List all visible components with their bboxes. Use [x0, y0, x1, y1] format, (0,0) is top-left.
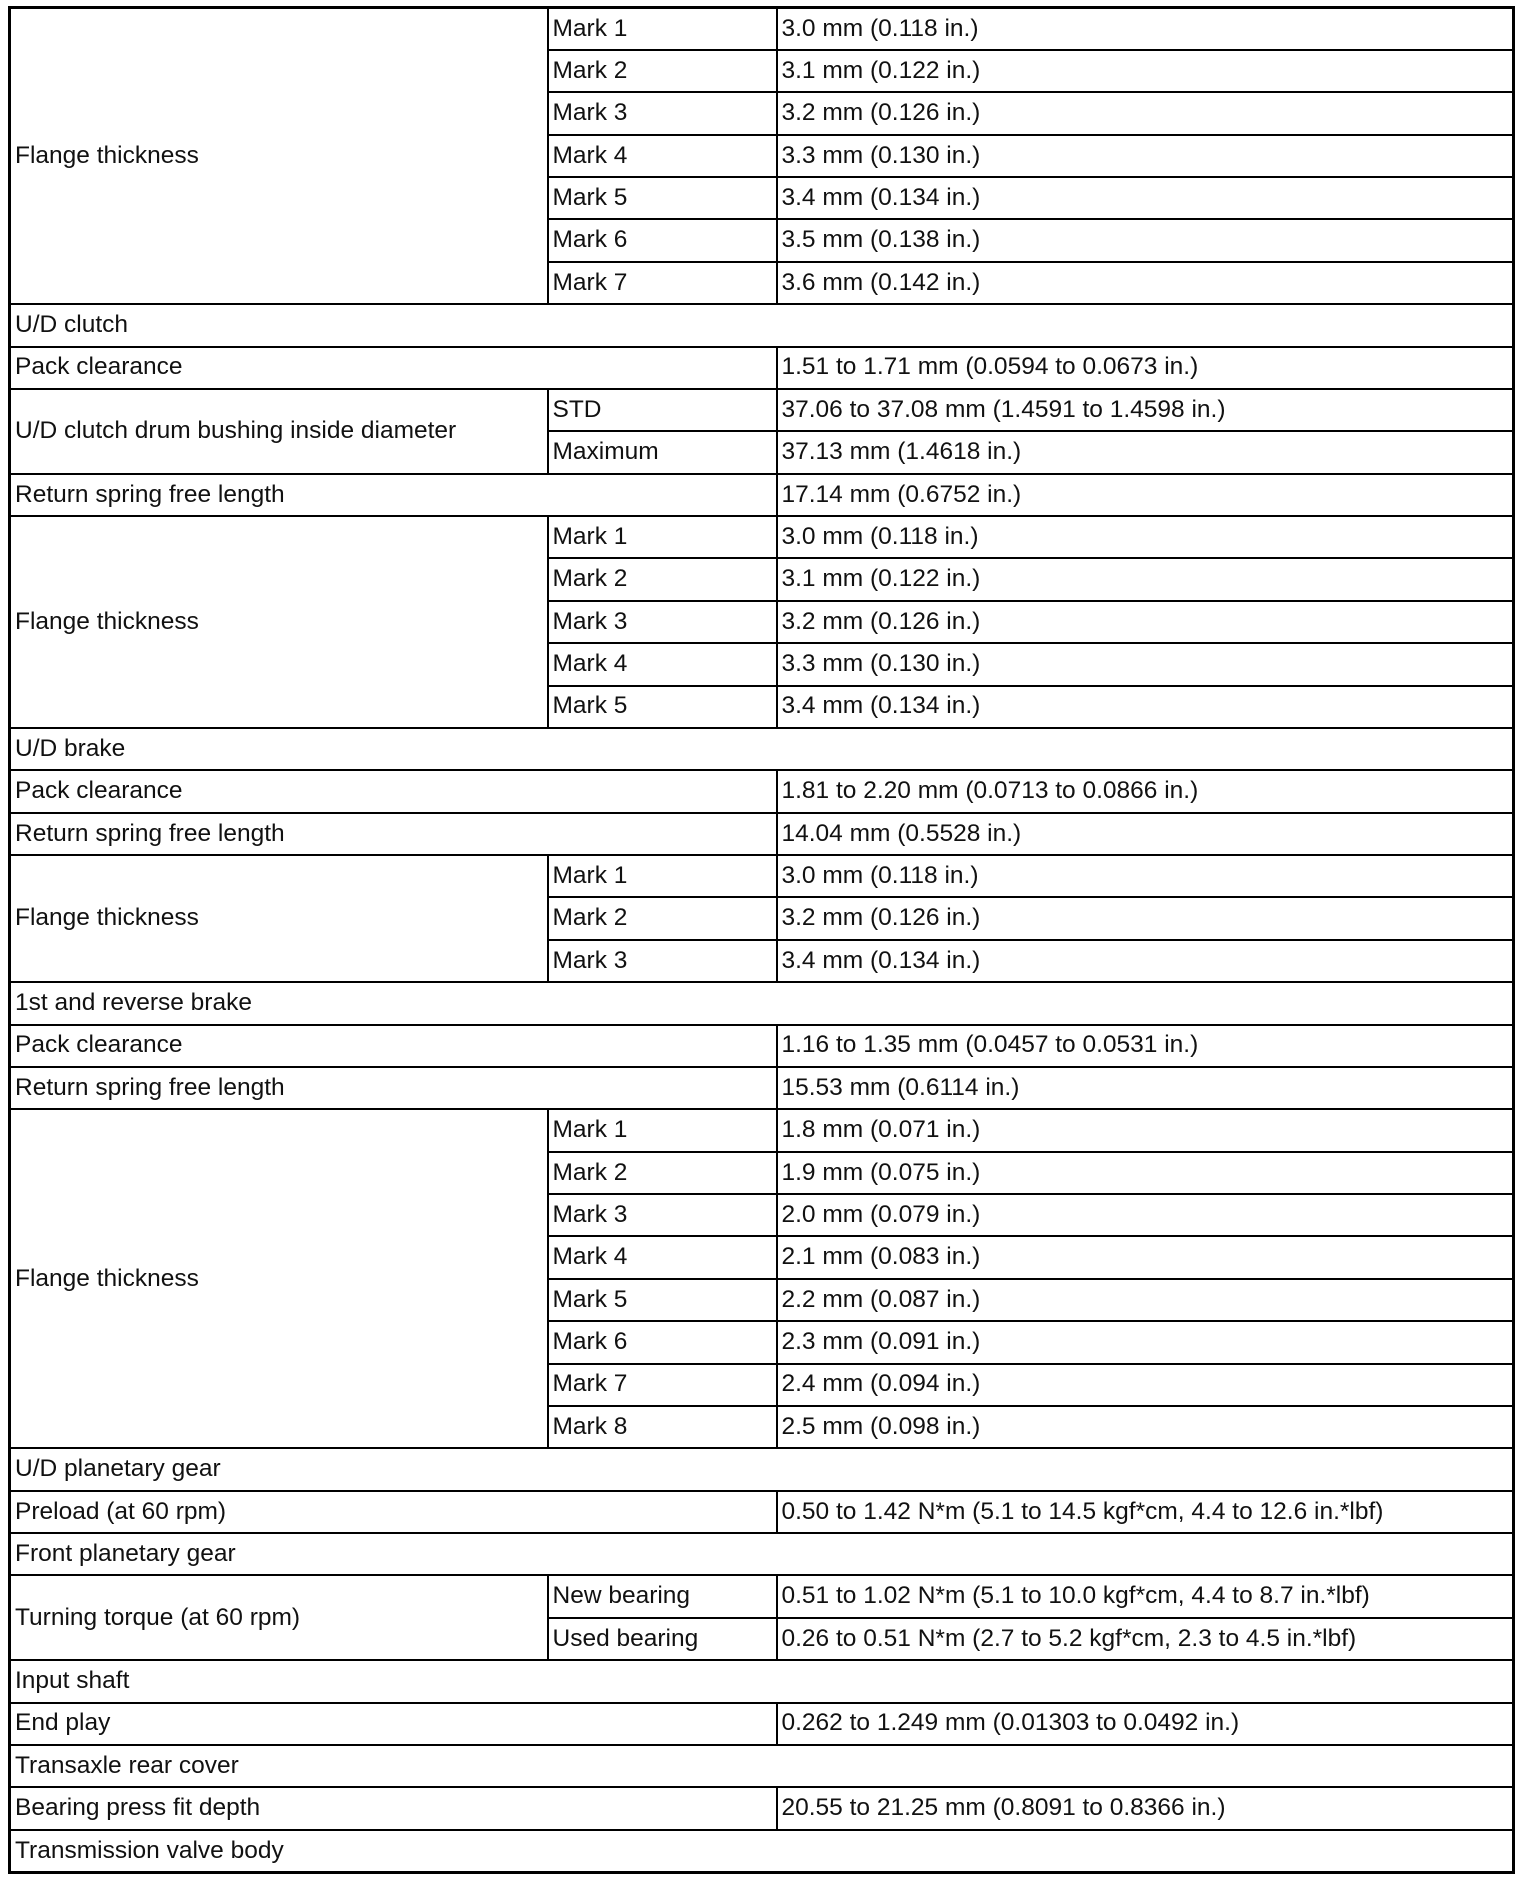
- spec-sublabel: Mark 1: [548, 8, 777, 50]
- section-header-row: [10, 1660, 1514, 1702]
- spec-value: 3.2 mm (0.126 in.): [777, 897, 1514, 939]
- spec-value: 3.3 mm (0.130 in.): [777, 643, 1514, 685]
- spec-sublabel: Mark 5: [548, 177, 777, 219]
- table-row: [10, 1787, 1514, 1829]
- spec-value: 20.55 to 21.25 mm (0.8091 to 0.8366 in.): [777, 1787, 1514, 1829]
- section-title: Front planetary gear: [10, 1533, 1514, 1575]
- spec-label: Preload (at 60 rpm): [10, 1491, 777, 1533]
- spec-value: 3.0 mm (0.118 in.): [777, 516, 1514, 558]
- table-row: [10, 1109, 1514, 1151]
- spec-table: [8, 6, 1515, 1874]
- spec-sublabel: Mark 7: [548, 262, 777, 304]
- table-row: [10, 389, 1514, 431]
- spec-label: Pack clearance: [10, 347, 777, 389]
- table-row: [10, 770, 1514, 812]
- table-row: [10, 1491, 1514, 1533]
- section-header-row: [10, 304, 1514, 346]
- spec-sublabel: New bearing: [548, 1575, 777, 1617]
- spec-value: 15.53 mm (0.6114 in.): [777, 1067, 1514, 1109]
- spec-sublabel: Mark 8: [548, 1406, 777, 1448]
- spec-label: Flange thickness: [10, 855, 548, 982]
- spec-label: Bearing press fit depth: [10, 1787, 777, 1829]
- spec-value: 3.0 mm (0.118 in.): [777, 8, 1514, 50]
- table-row: [10, 347, 1514, 389]
- spec-sublabel: Mark 3: [548, 92, 777, 134]
- spec-value: 0.262 to 1.249 mm (0.01303 to 0.0492 in.): [777, 1703, 1514, 1745]
- spec-label: Flange thickness: [10, 1109, 548, 1448]
- table-row: [10, 1575, 1514, 1617]
- spec-sublabel: Mark 3: [548, 1194, 777, 1236]
- spec-sublabel: Mark 4: [548, 1236, 777, 1278]
- spec-value: 3.2 mm (0.126 in.): [777, 92, 1514, 134]
- table-row: [10, 855, 1514, 897]
- spec-sublabel: Mark 4: [548, 643, 777, 685]
- spec-value: 3.1 mm (0.122 in.): [777, 50, 1514, 92]
- spec-label: U/D clutch drum bushing inside diameter: [10, 389, 548, 474]
- spec-value: 2.2 mm (0.087 in.): [777, 1279, 1514, 1321]
- spec-sublabel: Mark 5: [548, 1279, 777, 1321]
- spec-sublabel: Mark 4: [548, 135, 777, 177]
- spec-value: 0.26 to 0.51 N*m (2.7 to 5.2 kgf*cm, 2.3 to 4.5 in.*lbf): [777, 1618, 1514, 1660]
- spec-value: 1.51 to 1.71 mm (0.0594 to 0.0673 in.): [777, 347, 1514, 389]
- table-row: [10, 474, 1514, 516]
- section-title: Input shaft: [10, 1660, 1514, 1702]
- spec-label: Pack clearance: [10, 1025, 777, 1067]
- spec-sublabel: Mark 2: [548, 1152, 777, 1194]
- spec-value: 2.5 mm (0.098 in.): [777, 1406, 1514, 1448]
- spec-value: 14.04 mm (0.5528 in.): [777, 813, 1514, 855]
- spec-value: 37.13 mm (1.4618 in.): [777, 431, 1514, 473]
- section-title: U/D clutch: [10, 304, 1514, 346]
- spec-label: Flange thickness: [10, 516, 548, 728]
- spec-label: Return spring free length: [10, 474, 777, 516]
- spec-value: 3.6 mm (0.142 in.): [777, 262, 1514, 304]
- section-title: Transmission valve body: [10, 1830, 1514, 1873]
- spec-sublabel: Mark 5: [548, 686, 777, 728]
- spec-sublabel: Mark 2: [548, 897, 777, 939]
- table-row: [10, 1067, 1514, 1109]
- spec-value: 1.81 to 2.20 mm (0.0713 to 0.0866 in.): [777, 770, 1514, 812]
- spec-value: 1.9 mm (0.075 in.): [777, 1152, 1514, 1194]
- spec-value: 3.0 mm (0.118 in.): [777, 855, 1514, 897]
- spec-value: 1.8 mm (0.071 in.): [777, 1109, 1514, 1151]
- spec-value: 37.06 to 37.08 mm (1.4591 to 1.4598 in.): [777, 389, 1514, 431]
- table-row: [10, 813, 1514, 855]
- spec-label: End play: [10, 1703, 777, 1745]
- spec-label: Pack clearance: [10, 770, 777, 812]
- spec-value: 0.50 to 1.42 N*m (5.1 to 14.5 kgf*cm, 4.4 to 12.6 in.*lbf): [777, 1491, 1514, 1533]
- spec-value: 3.4 mm (0.134 in.): [777, 940, 1514, 982]
- spec-sublabel: Mark 6: [548, 219, 777, 261]
- section-header-row: [10, 1533, 1514, 1575]
- section-title: Transaxle rear cover: [10, 1745, 1514, 1787]
- section-header-row: [10, 982, 1514, 1024]
- spec-sublabel: Mark 2: [548, 50, 777, 92]
- spec-sublabel: Mark 3: [548, 940, 777, 982]
- spec-value: 3.5 mm (0.138 in.): [777, 219, 1514, 261]
- spec-value: 3.2 mm (0.126 in.): [777, 601, 1514, 643]
- table-row: [10, 8, 1514, 50]
- section-header-row: [10, 1830, 1514, 1873]
- spec-value: 2.3 mm (0.091 in.): [777, 1321, 1514, 1363]
- section-title: U/D brake: [10, 728, 1514, 770]
- spec-sublabel: Mark 3: [548, 601, 777, 643]
- spec-label: Flange thickness: [10, 8, 548, 305]
- spec-value: 2.1 mm (0.083 in.): [777, 1236, 1514, 1278]
- spec-sublabel: Mark 6: [548, 1321, 777, 1363]
- spec-sublabel: Mark 1: [548, 855, 777, 897]
- spec-value: 3.4 mm (0.134 in.): [777, 177, 1514, 219]
- table-row: [10, 1703, 1514, 1745]
- spec-sublabel: Mark 2: [548, 558, 777, 600]
- table-row: [10, 516, 1514, 558]
- spec-value: 2.4 mm (0.094 in.): [777, 1364, 1514, 1406]
- section-header-row: [10, 1745, 1514, 1787]
- section-header-row: [10, 728, 1514, 770]
- spec-value: 3.3 mm (0.130 in.): [777, 135, 1514, 177]
- spec-value: 3.1 mm (0.122 in.): [777, 558, 1514, 600]
- spec-sublabel: Used bearing: [548, 1618, 777, 1660]
- spec-sublabel: Mark 1: [548, 1109, 777, 1151]
- section-header-row: [10, 1448, 1514, 1490]
- spec-sublabel: Mark 1: [548, 516, 777, 558]
- spec-sublabel: Mark 7: [548, 1364, 777, 1406]
- spec-label: Return spring free length: [10, 1067, 777, 1109]
- spec-sublabel: STD: [548, 389, 777, 431]
- spec-value: 3.4 mm (0.134 in.): [777, 686, 1514, 728]
- spec-value: 1.16 to 1.35 mm (0.0457 to 0.0531 in.): [777, 1025, 1514, 1067]
- spec-sublabel: Maximum: [548, 431, 777, 473]
- table-row: [10, 1025, 1514, 1067]
- spec-value: 2.0 mm (0.079 in.): [777, 1194, 1514, 1236]
- spec-label: Turning torque (at 60 rpm): [10, 1575, 548, 1660]
- spec-value: 0.51 to 1.02 N*m (5.1 to 10.0 kgf*cm, 4.4 to 8.7 in.*lbf): [777, 1575, 1514, 1617]
- spec-label: Return spring free length: [10, 813, 777, 855]
- spec-value: 17.14 mm (0.6752 in.): [777, 474, 1514, 516]
- section-title: U/D planetary gear: [10, 1448, 1514, 1490]
- section-title: 1st and reverse brake: [10, 982, 1514, 1024]
